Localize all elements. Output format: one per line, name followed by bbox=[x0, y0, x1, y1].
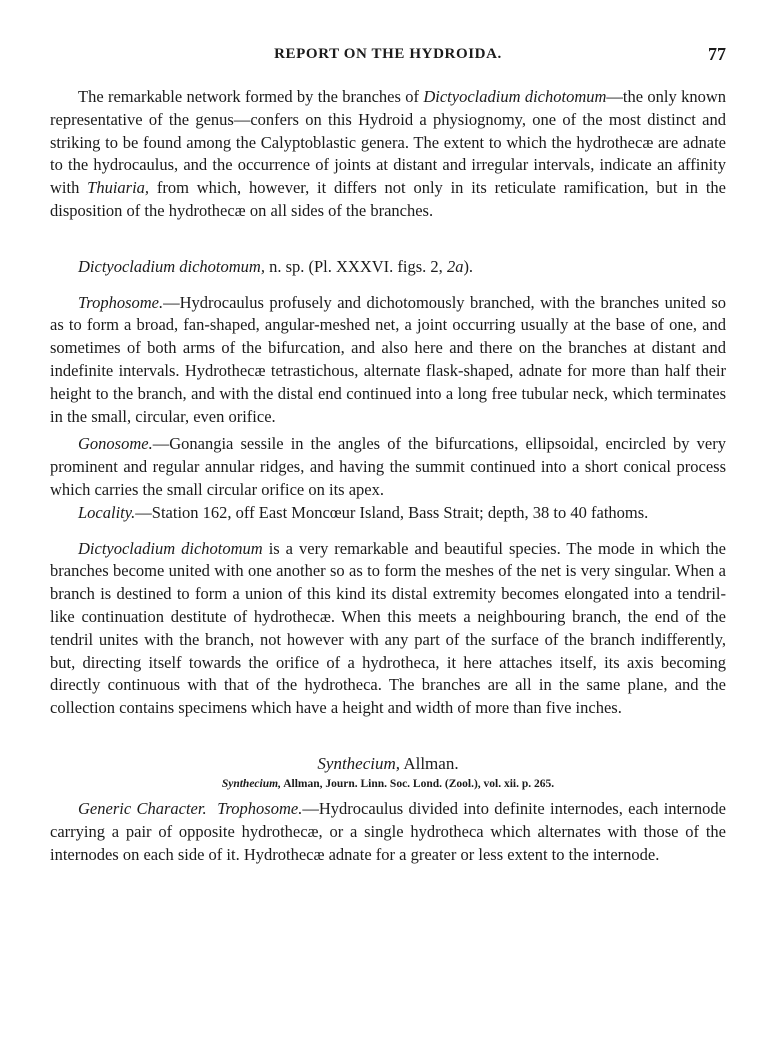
generic-character-text: —Hydrocaulus divided into definite internodes, each internode carrying a pair of opposite hydrothecæ, or a single hydrotheca which alternates with those of the internodes on each side of it. Hydrothecæ adnate for a greater or less extent to the internode. bbox=[50, 798, 726, 864]
running-head: REPORT ON THE HYDROIDA. bbox=[274, 46, 502, 62]
intro-text-1: The remarkable network formed by the branches of bbox=[78, 87, 424, 106]
generic-character-label: Generic Character. bbox=[78, 798, 207, 818]
species-heading bbox=[50, 256, 726, 279]
spacer bbox=[50, 223, 726, 256]
description-species-name: Dictyocladium dichotomum bbox=[78, 538, 263, 558]
genus-reference-text: Allman, Journ. Linn. Soc. Lond. (Zool.), vol. xii. p. 265. bbox=[280, 777, 555, 790]
trophosome-text: —Hydrocaulus profusely and dichotomously branched, with the branches united so as to form a broad, fan-shaped, angular-meshed net, a joint occurring usually at the base of one, and sometimes of both arms of the bifurcation, and also here and there on the branches at distant and indefinite intervals. Hydrothecæ tetrastichous, alternate flask-shaped, adnate for more than half their height to the branch, and with the distal end continued into a long free tubular neck, which terminates in the small, circular, even orifice. bbox=[50, 292, 726, 426]
generic-spacer bbox=[207, 799, 218, 818]
generic-character-paragraph bbox=[50, 798, 726, 866]
genus-heading bbox=[50, 753, 726, 775]
locality-label: Locality. bbox=[78, 502, 136, 522]
generic-trophosome-label: Trophosome. bbox=[217, 798, 303, 818]
genus-reference bbox=[50, 775, 726, 793]
species-heading-end: ). bbox=[463, 256, 474, 276]
description-paragraph bbox=[50, 538, 726, 720]
locality-text: —Station 162, off East Moncœur Island, Bass Strait; depth, 38 to 40 fathoms. bbox=[135, 502, 649, 522]
intro-text-3: from which, however, it differs not only in its reticulate ramification, but in the disposition of the hydrothecæ on all sides of the branches. bbox=[50, 178, 726, 220]
genus-reference-name: Synthecium, bbox=[221, 777, 281, 790]
locality-paragraph bbox=[50, 502, 726, 525]
gonosome-paragraph bbox=[50, 433, 726, 501]
genus-heading-author: Allman. bbox=[400, 753, 459, 773]
gonosome-label: Gonosome. bbox=[78, 434, 153, 454]
description-text: is a very remarkable and beautiful species. The mode in which the branches become united with one another so as to form the meshes of the net is very singular. When a branch is destined to form a union of this kind its distal extremity becomes elongated into a tendril-like continuation destitute of hydrothecæ. When this meets a neighbouring branch, the end of the tendril unites with the branch, not however with any part of the surface of the branch indifferently, but, directing itself towards the orifice of a hydrotheca, it here attaches itself, its axis becoming directly continuous with that of the hydrotheca. The branches are all in the same plane, and the collection contains specimens which have a height and width of more than five inches. bbox=[50, 538, 726, 718]
spacer bbox=[50, 720, 726, 753]
species-heading-name: Dictyocladium dichotomum, bbox=[78, 256, 265, 276]
spacer bbox=[50, 525, 726, 538]
intro-species-name: Dictyocladium dichotomum bbox=[423, 87, 607, 106]
gonosome-text: —Gonangia sessile in the angles of the bifurcations, ellipsoidal, encircled by very prominent and regular annular ridges, and having the summit continued into a short conical process which carries the small circular orifice on its apex. bbox=[50, 434, 726, 499]
genus-heading-name: Synthecium, bbox=[317, 753, 401, 773]
intro-genus-name: Thuiaria, bbox=[87, 178, 150, 198]
intro-paragraph bbox=[50, 86, 726, 223]
intro-text-2: —the only known representative of the genus—confers on this Hydroid a physiognomy, one of the most distinct and striking to be found among the Calyptoblastic genera. The extent to which the hydrothecæ are adnate to the hydrocaulus, and the occurrence of joints at distant and irregular intervals, indicate an affinity with bbox=[50, 87, 726, 198]
page-header bbox=[0, 44, 776, 68]
spacer bbox=[50, 279, 726, 292]
species-heading-rest: n. sp. (Pl. XXXVI. figs. 2, bbox=[264, 256, 447, 276]
species-heading-fig: 2a bbox=[446, 256, 464, 276]
page-number: 77 bbox=[708, 44, 726, 64]
page-body bbox=[50, 86, 726, 866]
trophosome-label: Trophosome. bbox=[78, 292, 164, 312]
trophosome-paragraph bbox=[50, 292, 726, 429]
